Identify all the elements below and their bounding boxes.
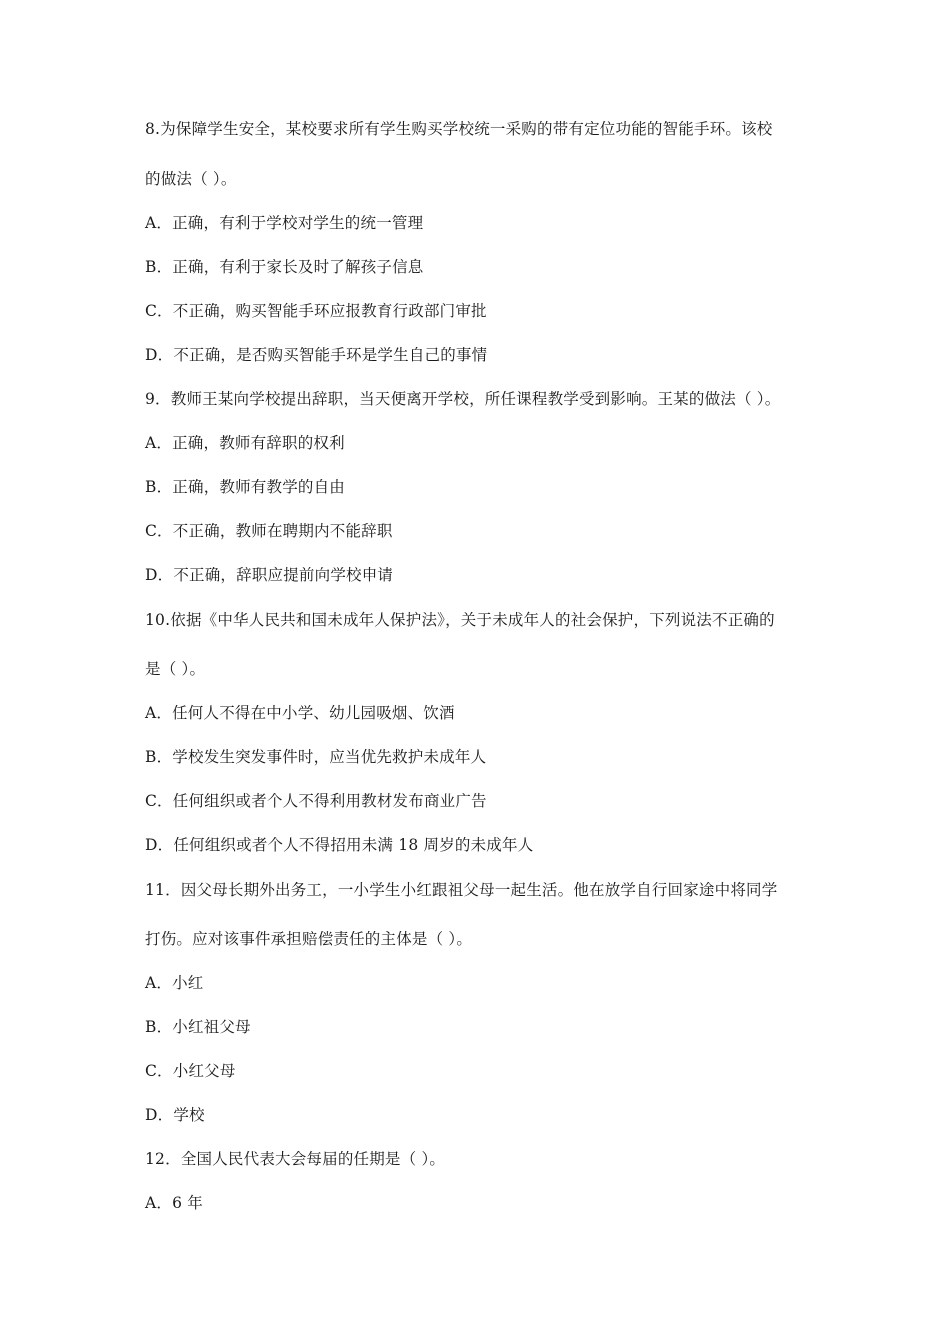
question-11-stem-line-1: 11．因父母长期外出务工，一小学生小红跟祖父母一起生活。他在放学自行回家途中将同学: [145, 881, 778, 899]
question-9-option-c: C．不正确，教师在聘期内不能辞职: [145, 522, 393, 540]
question-8-stem-line-1: 8.为保障学生安全，某校要求所有学生购买学校统一采购的带有定位功能的智能手环。该校: [145, 120, 773, 138]
question-10-stem-line-2: 是（ ）。: [145, 660, 206, 678]
question-12-stem-line-1: 12．全国人民代表大会每届的任期是（ ）。: [145, 1150, 446, 1168]
question-12-option-a: A．6 年: [145, 1194, 203, 1212]
question-10-stem-line-1: 10.依据《中华人民共和国未成年人保护法》，关于未成年人的社会保护，下列说法不正确的: [145, 611, 775, 629]
question-8-option-d: D．不正确，是否购买智能手环是学生自己的事情: [145, 346, 488, 364]
question-9-option-b: B．正确，教师有教学的自由: [145, 478, 345, 496]
question-11-option-c: C．小红父母: [145, 1062, 236, 1080]
question-10-option-b: B．学校发生突发事件时，应当优先救护未成年人: [145, 748, 487, 766]
question-8-option-b: B．正确，有利于家长及时了解孩子信息: [145, 258, 424, 276]
question-8-stem-line-2: 的做法（ ）。: [145, 170, 237, 188]
question-11-option-b: B．小红祖父母: [145, 1018, 251, 1036]
question-10-option-c: C．任何组织或者个人不得利用教材发布商业广告: [145, 792, 487, 810]
question-11-option-a: A．小红: [145, 974, 204, 992]
question-10-option-a: A．任何人不得在中小学、幼儿园吸烟、饮酒: [145, 704, 455, 722]
question-9-option-a: A．正确，教师有辞职的权利: [145, 434, 345, 452]
question-8-option-a: A．正确，有利于学校对学生的统一管理: [145, 214, 424, 232]
question-10-option-d: D．任何组织或者个人不得招用未满 18 周岁的未成年人: [145, 836, 534, 854]
question-8-option-c: C．不正确，购买智能手环应报教育行政部门审批: [145, 302, 487, 320]
question-9-stem-line-1: 9．教师王某向学校提出辞职，当天便离开学校，所任课程教学受到影响。王某的做法（ ）。: [145, 390, 781, 408]
question-11-stem-line-2: 打伤。应对该事件承担赔偿责任的主体是（ ）。: [145, 930, 473, 948]
question-11-option-d: D．学校: [145, 1106, 205, 1124]
question-9-option-d: D．不正确，辞职应提前向学校申请: [145, 566, 394, 584]
